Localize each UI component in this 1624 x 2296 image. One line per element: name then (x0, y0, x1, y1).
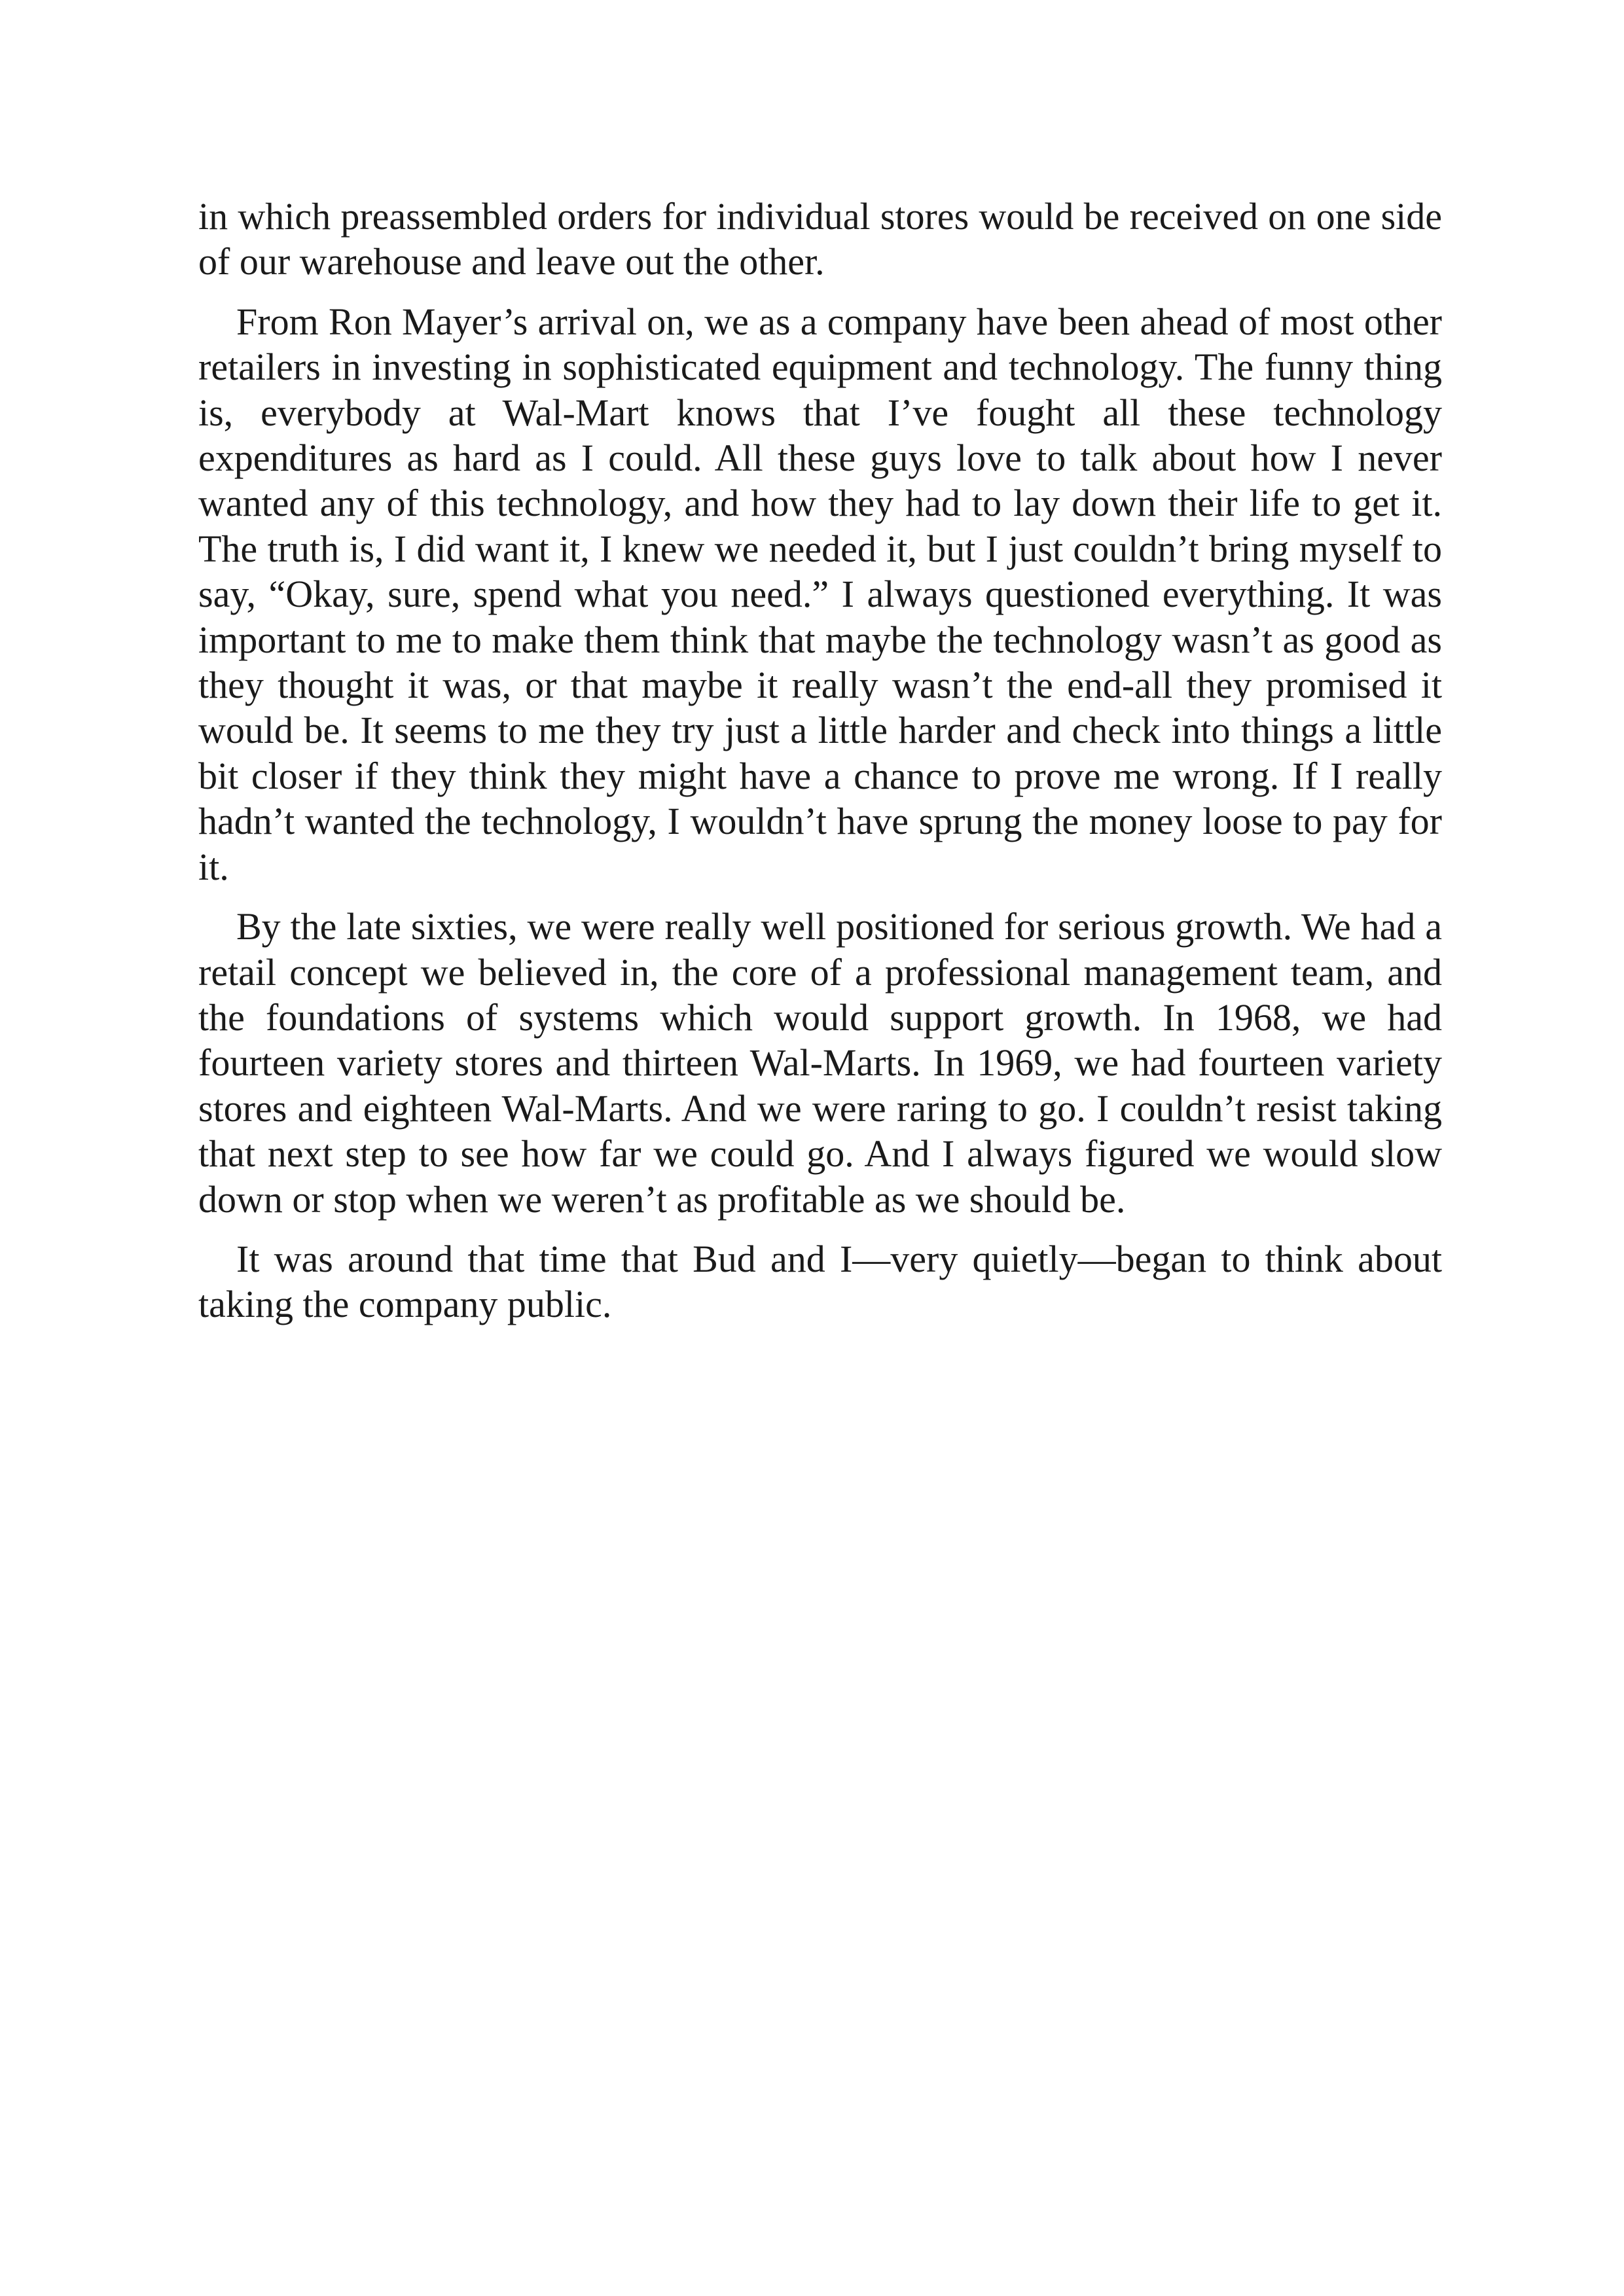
paragraph-growth: By the late sixties, we were really well positioned for serious growth. We had a retail concept we believed in, the core of a professional management team, and the foundations of systems which would support growth. In 1968, we had fourteen variety stores and thirteen Wal-Marts. In 1969, we had fourteen variety stores and eighteen Wal-Marts. And we were raring to go. I couldn’t resist taking that next step to see how far we could go. And I always figured we would slow down or stop when we weren’t as profitable as we should be. (198, 905, 1442, 1221)
paragraph-technology: From Ron Mayer’s arrival on, we as a company have been ahead of most other retailers in investing in sophisticated equipment and technology. The funny thing is, everybody at Wal-Mart knows that I’ve fought all these technology expenditures as hard as I could. All these guys love to talk about how I never wanted any of this technology, and how they had to lay down their life to get it. The truth is, I did want it, I knew we needed it, but I just couldn’t bring myself to say, “Okay, sure, spend what you need.” I always questioned everything. It was important to me to make them think that maybe the technology wasn’t as good as they thought it was, or that maybe it really wasn’t the end-all they promised it would be. It seems to me they try just a little harder and check into things a little bit closer if they think they might have a chance to prove me wrong. If I really hadn’t wanted the technology, I wouldn’t have sprung the money loose to pay for it. (198, 300, 1442, 888)
paragraph-going-public: It was around that time that Bud and I—very quietly—began to think about taking the company public. (198, 1237, 1442, 1326)
paragraph-continuation: in which preassembled orders for individual stores would be received on one side of our warehouse and leave out the other. (198, 195, 1442, 283)
body-text (198, 194, 1442, 1342)
